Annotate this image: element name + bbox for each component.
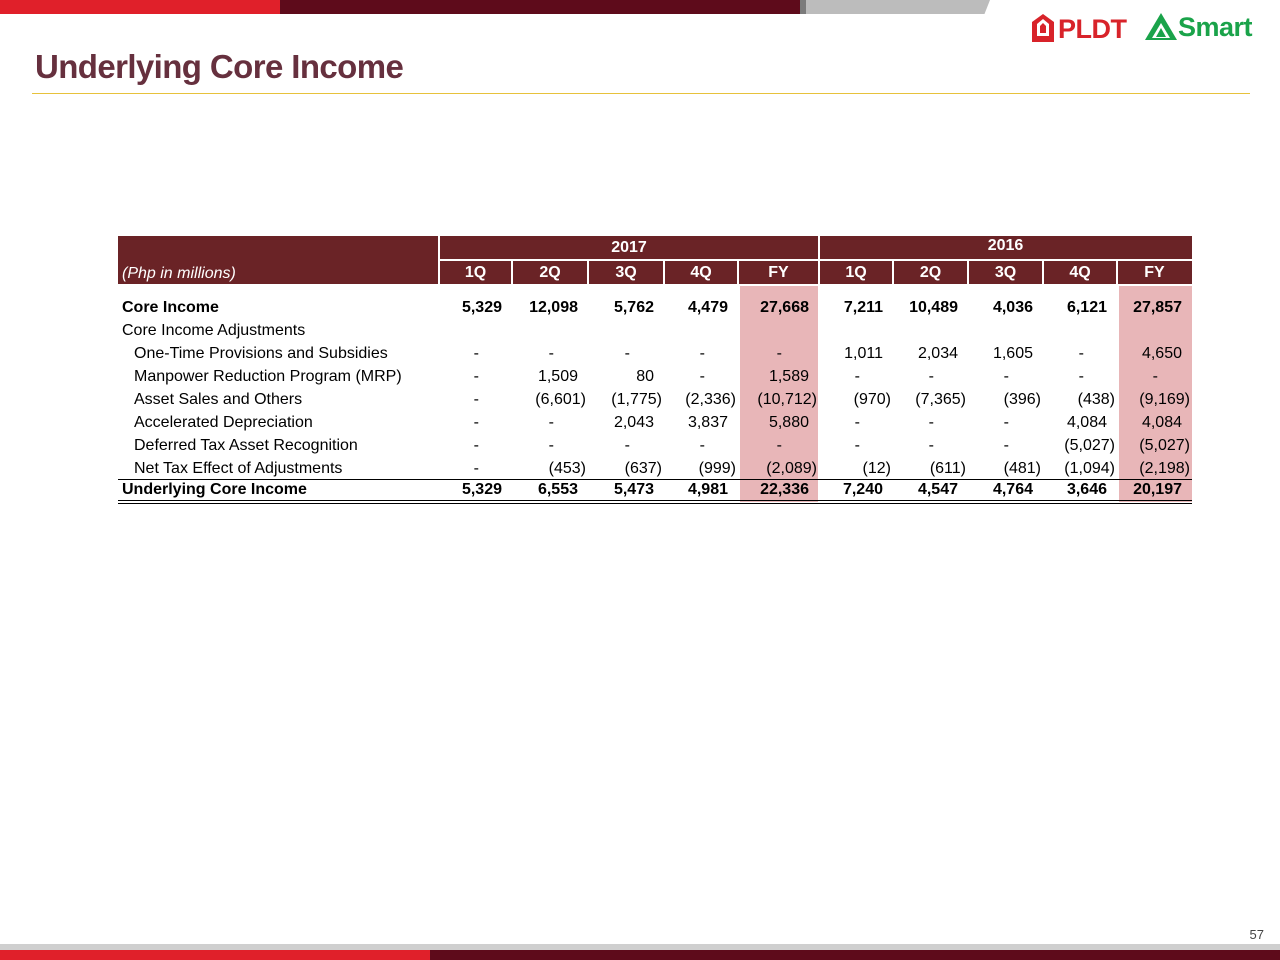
top-bar-gray-stripe (800, 0, 806, 14)
column-header-3q: 3Q (994, 264, 1017, 281)
column-header-2q: 2Q (919, 264, 942, 281)
table-cell: - (473, 437, 479, 454)
table-cell: (999) (698, 460, 736, 477)
table-cell: (12) (862, 460, 891, 477)
table-cell: - (1078, 368, 1084, 385)
table-cell: - (1078, 345, 1084, 362)
table-cell: - (854, 437, 860, 454)
total-double-rule (118, 503, 1192, 504)
table-cell: 1,509 (537, 368, 578, 385)
table-cell: 1,605 (992, 345, 1033, 362)
row-label: One-Time Provisions and Subsidies (134, 345, 388, 362)
table-cell: 4,084 (1066, 414, 1107, 431)
table-cell: - (854, 368, 860, 385)
table-cell: - (1003, 437, 1009, 454)
total-top-rule (118, 479, 1192, 480)
smart-logo-icon (1144, 12, 1178, 44)
column-header-1q: 1Q (845, 264, 867, 281)
year-header-2016: 2016 (987, 237, 1024, 254)
table-cell: - (699, 368, 705, 385)
table-cell: - (624, 437, 630, 454)
table-cell: (396) (1003, 391, 1041, 408)
table-cell: - (473, 345, 479, 362)
table-cell: - (1003, 414, 1009, 431)
table-cell: (438) (1077, 391, 1115, 408)
table-cell: (970) (853, 391, 891, 408)
total-bottom-rule (118, 500, 1192, 501)
table-cell: 10,489 (909, 299, 958, 316)
table-cell: - (776, 345, 782, 362)
table-cell: - (854, 414, 860, 431)
column-header-fy: FY (768, 264, 789, 281)
row-label: Core Income (122, 299, 219, 316)
table-cell: 22,336 (760, 481, 809, 498)
table-cell: 80 (636, 368, 654, 385)
row-label: Accelerated Depreciation (134, 414, 313, 431)
row-label: Core Income Adjustments (122, 322, 306, 339)
units-label: (Php in millions) (122, 265, 236, 282)
row-label: Underlying Core Income (122, 481, 307, 498)
column-header-1q: 1Q (464, 264, 487, 281)
table-cell: 4,764 (992, 481, 1033, 498)
table-cell: - (928, 437, 934, 454)
table-cell: - (473, 368, 479, 385)
table-cell: 7,211 (843, 299, 883, 316)
table-cell: 2,034 (917, 345, 958, 362)
top-bar-gray (806, 0, 990, 14)
column-header-4q: 4Q (690, 264, 712, 281)
table-cell: - (699, 345, 705, 362)
table-cell: 4,650 (1141, 345, 1182, 362)
table-cell: (637) (624, 460, 662, 477)
table-cell: 4,981 (687, 481, 728, 498)
table-cell: 5,473 (613, 481, 654, 498)
table-cell: - (624, 345, 630, 362)
table-cell: - (1152, 368, 1158, 385)
page-title: Underlying Core Income (35, 48, 404, 85)
table-cell: - (473, 460, 479, 477)
table-cell: 7,240 (842, 481, 883, 498)
table-cell: (1,775) (611, 391, 662, 408)
table-cell: 20,197 (1133, 481, 1182, 498)
column-header-3q: 3Q (615, 264, 637, 281)
table-cell: 2,043 (613, 414, 654, 431)
table-cell: 27,857 (1133, 299, 1182, 316)
bottom-accent-bar (0, 944, 1280, 960)
table-cell: 4,036 (992, 299, 1033, 316)
table-cell: (453) (548, 460, 586, 477)
table-cell: (2,089) (766, 460, 817, 477)
top-accent-bar (0, 0, 1000, 14)
table-cell: 5,329 (461, 299, 502, 316)
page-number: 57 (1249, 927, 1264, 942)
brand-logos (1028, 8, 1258, 48)
table-cell: - (1003, 368, 1009, 385)
table-cell: (5,027) (1139, 437, 1190, 454)
row-label: Asset Sales and Others (134, 391, 303, 408)
top-bar-maroon (280, 0, 800, 14)
table-cell: (6,601) (535, 391, 586, 408)
table-cell: - (776, 437, 782, 454)
table-cell: 1,011 (844, 345, 883, 362)
table-cell: (481) (1003, 460, 1041, 477)
table-cell: 3,837 (687, 414, 728, 431)
table-cell: 4,547 (917, 481, 958, 498)
table-cell: - (473, 391, 479, 408)
table-cell: 5,880 (768, 414, 809, 431)
table-cell: (611) (929, 460, 966, 477)
table-cell: - (928, 368, 934, 385)
table-cell: (9,169) (1139, 391, 1190, 408)
table-cell: (1,094) (1064, 460, 1115, 477)
table-cell: - (548, 437, 554, 454)
bottom-bar-gray (0, 944, 1280, 950)
table-cell: 4,084 (1141, 414, 1182, 431)
pldt-logo-text: PLDT (1058, 14, 1127, 44)
table-cell: - (928, 414, 934, 431)
table-cell: (2,198) (1139, 460, 1190, 477)
table-cell: 27,668 (760, 299, 809, 316)
smart-logo-text: Smart (1178, 12, 1253, 42)
row-label: Manpower Reduction Program (MRP) (134, 368, 402, 385)
table-cell: - (548, 345, 554, 362)
pldt-logo-icon (1032, 14, 1054, 42)
title-underline (32, 93, 1250, 94)
table-cell: - (699, 437, 705, 454)
table-cell: 6,553 (537, 481, 578, 498)
table-cell: 12,098 (529, 299, 578, 316)
header-divider (439, 259, 1192, 261)
top-bar-red (0, 0, 280, 14)
table-cell: 4,479 (687, 299, 728, 316)
table-cell: - (473, 414, 479, 431)
table-cell: (10,712) (757, 391, 817, 408)
table-cell: (2,336) (685, 391, 736, 408)
row-label: Net Tax Effect of Adjustments (134, 460, 343, 477)
column-header-2q: 2Q (539, 264, 561, 281)
row-label: Deferred Tax Asset Recognition (134, 437, 358, 454)
table-cell: 3,646 (1066, 481, 1107, 498)
year-header-2017: 2017 (611, 239, 647, 256)
table-cell: 5,762 (613, 299, 654, 316)
table-cell: - (548, 414, 554, 431)
table-cell: (5,027) (1064, 437, 1115, 454)
column-header-fy: FY (1144, 264, 1165, 281)
column-header-4q: 4Q (1069, 264, 1091, 281)
table-cell: 6,121 (1066, 299, 1107, 316)
table-cell: (7,365) (915, 391, 966, 408)
table-cell: 5,329 (461, 481, 502, 498)
table-cell: 1,589 (768, 368, 809, 385)
